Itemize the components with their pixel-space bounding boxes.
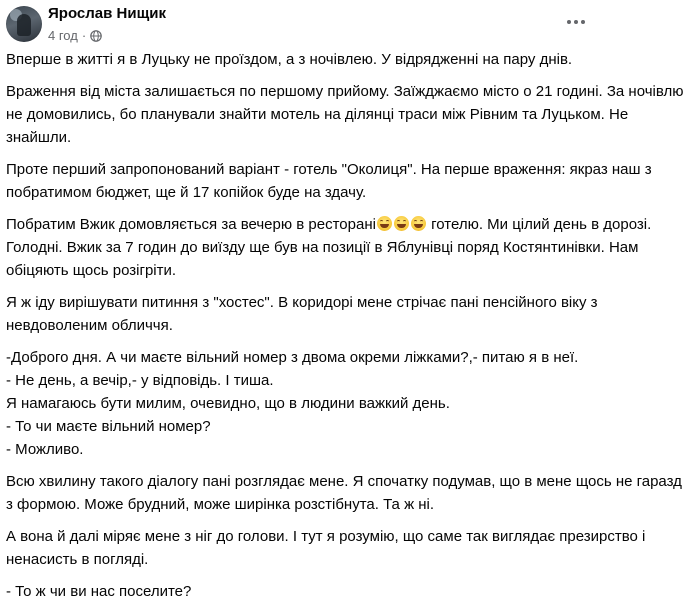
text-segment: Побратим Вжик домовляється за вечерю в ресторані bbox=[6, 216, 376, 233]
paragraph-9 bbox=[6, 580, 596, 603]
grinning-face-emoji bbox=[411, 216, 426, 231]
text-line: Вперше в житті я в Луцьку не проїздом, а з ночівлею. У відрядженні на пару днів. bbox=[6, 51, 573, 68]
paragraph-1 bbox=[6, 48, 596, 71]
text-line: - Не день, а вечір,- у відповідь. І тиша. bbox=[6, 372, 274, 389]
text-line: Голодні. Вжик за 7 годин до виїзду ще був на позиції в Яблунівці поряд Костянтинівки. Нам bbox=[6, 239, 639, 256]
text-line: Враження від міста залишається по першому прийому. Заїжджаємо місто о 21 годині. За ночівлю bbox=[6, 83, 684, 100]
text-line: -Доброго дня. А чи маєте вільний номер з двома окреми ліжками?,- питаю я в неї. bbox=[6, 349, 579, 366]
more-options-icon bbox=[567, 20, 585, 24]
grinning-face-emoji bbox=[394, 216, 409, 231]
text-line: побратимом бюджет, ще й 17 копійок буде на здачу. bbox=[6, 184, 367, 201]
text-line: - То чи маєте вільний номер? bbox=[6, 418, 211, 435]
text-line: Я ж іду вирішувати питиння з "хостес". В коридорі мене стрічає пані пенсійного віку з bbox=[6, 294, 598, 311]
text-line-with-emoji bbox=[6, 213, 652, 236]
text-line: невдоволеним обличчя. bbox=[6, 317, 173, 334]
post-timestamp[interactable]: 4 год bbox=[48, 28, 78, 43]
paragraph-8 bbox=[6, 525, 646, 571]
text-line: - То ж чи ви нас поселите? bbox=[6, 583, 192, 600]
text-line: обіцяють щось розігріти. bbox=[6, 262, 177, 279]
paragraph-3 bbox=[6, 158, 652, 204]
author-name[interactable]: Ярослав Нищик bbox=[48, 5, 166, 22]
paragraph-6 bbox=[6, 346, 596, 461]
grinning-face-emoji bbox=[377, 216, 392, 231]
text-line: не домовились, бо планували знайти мотель на ділянці траси між Рівним та Луцьком. Не bbox=[6, 106, 629, 123]
meta-separator: · bbox=[81, 28, 87, 43]
avatar[interactable] bbox=[6, 6, 42, 42]
text-line: - Можливо. bbox=[6, 441, 84, 458]
text-line: з формою. Може брудний, може ширінка розстібнута. Та ж ні. bbox=[6, 496, 435, 513]
text-line: Проте перший запропонований варіант - готель "Околиця". На перше враження: якраз наш з bbox=[6, 161, 652, 178]
paragraph-5 bbox=[6, 291, 596, 337]
text-line: знайшли. bbox=[6, 129, 72, 146]
text-segment: готелю. Ми цілий день в дорозі. bbox=[426, 216, 652, 233]
paragraph-7 bbox=[6, 470, 682, 516]
paragraph-2 bbox=[6, 80, 684, 149]
text-line: А вона й далі міряє мене з ніг до голови. І тут я розумію, що саме так виглядає презирство і bbox=[6, 528, 646, 545]
text-line: Я намагаюсь бути милим, очевидно, що в людини важкий день. bbox=[6, 395, 450, 412]
avatar-figure bbox=[17, 14, 31, 36]
globe-icon-graphic bbox=[90, 30, 102, 42]
post-meta bbox=[48, 28, 102, 43]
globe-icon[interactable] bbox=[90, 30, 102, 42]
emoji-group bbox=[377, 216, 426, 231]
text-line: ненасисть в погляді. bbox=[6, 551, 149, 568]
post-header bbox=[0, 0, 600, 52]
post-text bbox=[6, 48, 684, 612]
paragraph-4 bbox=[6, 213, 652, 282]
text-line: Всю хвилину такого діалогу пані розглядає мене. Я спочатку подумав, що в мене щось не гаразд bbox=[6, 473, 682, 490]
more-options-button[interactable] bbox=[562, 8, 590, 36]
